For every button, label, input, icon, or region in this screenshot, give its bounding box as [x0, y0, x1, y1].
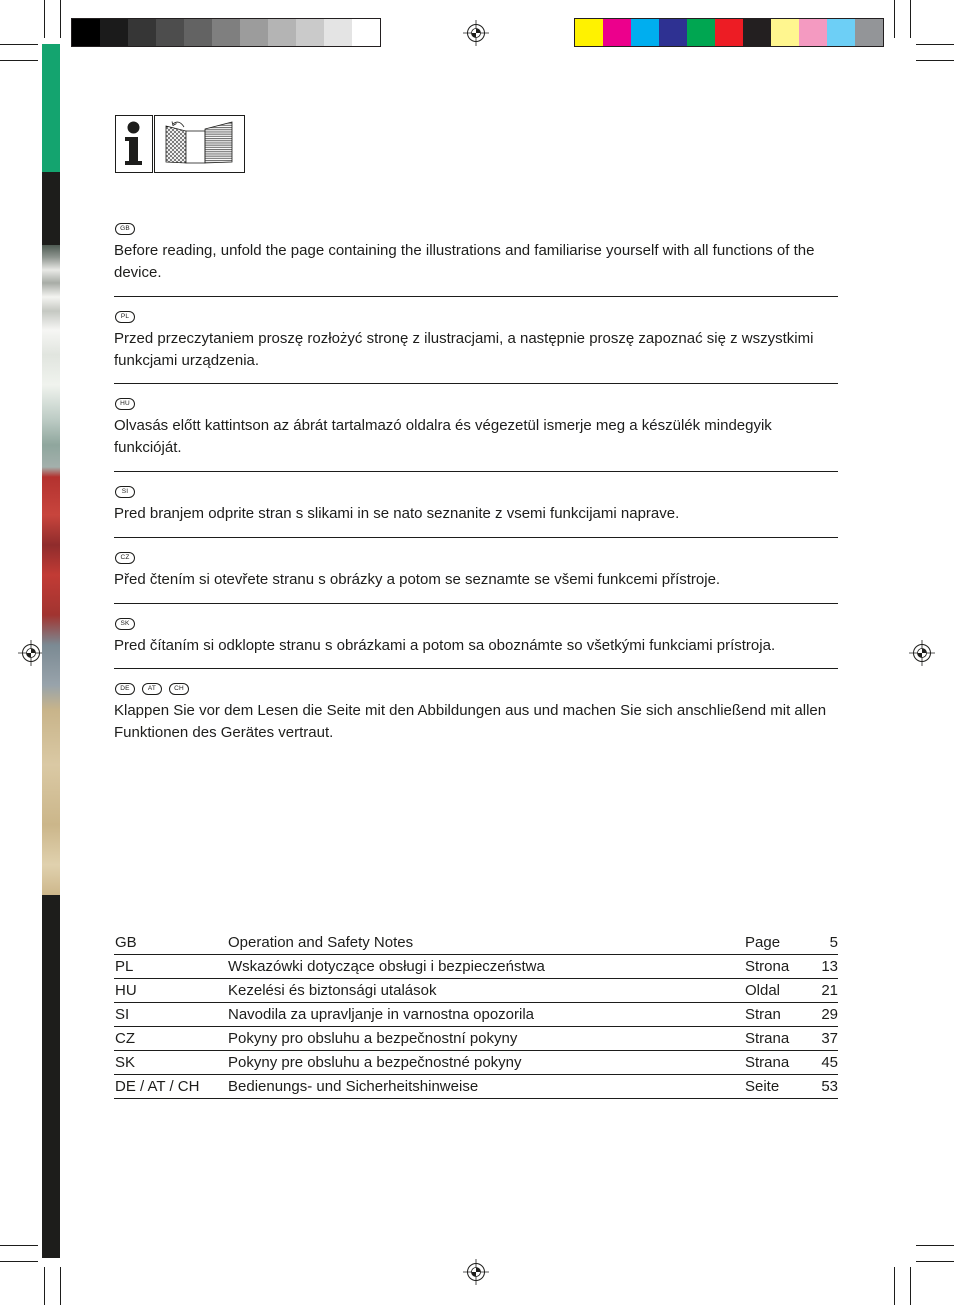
crop-mark [0, 44, 38, 45]
unfold-page-illustration [155, 116, 244, 172]
language-badge: SI [115, 486, 135, 498]
language-badge: GB [115, 223, 135, 235]
section-divider [114, 296, 838, 297]
language-badges [114, 552, 840, 564]
toc-row [114, 1003, 838, 1027]
toc-row [114, 1051, 838, 1075]
note-sk [114, 618, 840, 657]
note-text-line: funkcióját. [114, 439, 182, 456]
toc-section-title: Kezelési és biztonsági utalások [228, 982, 437, 999]
language-badges [114, 223, 840, 235]
toc-row [114, 1075, 838, 1099]
toc-page-label: Strana [745, 1054, 790, 1071]
crop-mark [910, 0, 911, 38]
grayscale-patch [128, 19, 156, 46]
note-text-line: Olvasás előtt kattintson az ábrát tartalmazó oldalra és végezetül ismerje meg a készülék mindegyik [114, 417, 772, 434]
note-text-line: funkcjami urządzenia. [114, 352, 260, 369]
toc-section-title: Bedienungs- und Sicherheitshinweise [228, 1078, 479, 1095]
process-color-control-bar [574, 18, 884, 47]
crop-mark [916, 1245, 954, 1246]
toc-page-label: Stran [745, 1006, 781, 1023]
color-patch [687, 19, 715, 46]
color-patch [631, 19, 659, 46]
registration-target-icon [463, 1259, 489, 1285]
toc-page-label: Oldal [745, 982, 781, 999]
section-divider [114, 603, 838, 604]
toc-page-label: Strona [745, 958, 790, 975]
note-text-line: Pred branjem odprite stran s slikami in se nato seznanite z vsemi funkcijami naprave. [114, 505, 680, 522]
note-text [114, 415, 840, 459]
note-text [114, 240, 840, 284]
note-text [114, 635, 840, 657]
crop-mark [894, 1267, 895, 1305]
grayscale-patch [156, 19, 184, 46]
side-strip-dark [42, 895, 60, 1258]
registration-target-icon [18, 640, 44, 666]
section-divider [114, 471, 838, 472]
note-text [114, 503, 840, 525]
color-patch [603, 19, 631, 46]
grayscale-patch [72, 19, 100, 46]
language-badge: CH [169, 683, 189, 695]
crop-mark [916, 44, 954, 45]
section-divider [114, 537, 838, 538]
note-text-line: Pred čítaním si odklopte stranu s obrázkami a potom sa oboznámte so všetkými funkciami prístroja. [114, 637, 776, 654]
registration-target-icon [909, 640, 935, 666]
crop-mark [910, 1267, 911, 1305]
crop-mark [0, 60, 38, 61]
language-badges [114, 311, 840, 323]
info-icon [115, 115, 153, 173]
note-cz [114, 552, 840, 591]
grayscale-patch [268, 19, 296, 46]
note-gb [114, 223, 840, 284]
crop-mark [0, 1245, 38, 1246]
unfold-page-icon [154, 115, 245, 173]
grayscale-patch [184, 19, 212, 46]
toc-section-title: Operation and Safety Notes [228, 934, 414, 951]
note-text-line: Klappen Sie vor dem Lesen die Seite mit den Abbildungen aus und machen Sie sich anschließend mit allen [114, 702, 827, 719]
color-patch [743, 19, 771, 46]
crop-mark [60, 0, 61, 38]
language-badges [114, 398, 840, 410]
crop-mark [916, 1261, 954, 1262]
note-text-line: device. [114, 264, 162, 281]
toc-page-label: Strana [745, 1030, 790, 1047]
toc-page-number: 37 [821, 1030, 838, 1047]
color-patch [827, 19, 855, 46]
toc-row [114, 955, 838, 979]
color-patch [575, 19, 603, 46]
crop-mark [44, 0, 45, 38]
crop-mark [894, 0, 895, 38]
language-badge: PL [115, 311, 135, 323]
section-divider [114, 668, 838, 669]
note-text [114, 700, 840, 744]
registration-target-icon [463, 20, 489, 46]
section-divider [114, 383, 838, 384]
grayscale-patch [352, 19, 380, 46]
toc-page-number: 5 [829, 934, 838, 951]
grayscale-patch [296, 19, 324, 46]
grayscale-patch [240, 19, 268, 46]
toc-section-title: Wskazówki dotyczące obsługi i bezpieczeństwa [228, 958, 545, 975]
toc-page-number: 13 [821, 958, 838, 975]
note-text-line: Przed przeczytaniem proszę rozłożyć stronę z ilustracjami, a następnie proszę zapoznać się z wszystkimi [114, 330, 814, 347]
language-badge: SK [115, 618, 135, 630]
toc-row [114, 931, 838, 955]
grayscale-control-bar [71, 18, 381, 47]
color-patch [771, 19, 799, 46]
color-patch [715, 19, 743, 46]
language-badges [114, 683, 840, 695]
side-strip-accent [42, 44, 60, 172]
toc-language-code: SK [115, 1054, 136, 1071]
toc-page-number: 53 [821, 1078, 838, 1095]
toc-page-number: 29 [821, 1006, 838, 1023]
toc-language-code: GB [115, 934, 137, 951]
crop-mark [44, 1267, 45, 1305]
grayscale-patch [324, 19, 352, 46]
note-si [114, 486, 840, 525]
toc-page-label: Seite [745, 1078, 780, 1095]
note-text [114, 328, 840, 372]
side-strip-dark [42, 172, 60, 245]
language-badge: CZ [115, 552, 135, 564]
toc-language-code: HU [115, 982, 137, 999]
language-badges [114, 618, 840, 630]
toc-section-title: Pokyny pro obsluhu a bezpečnostní pokyny [228, 1030, 518, 1047]
info-icon-glyph [116, 116, 152, 172]
grayscale-patch [100, 19, 128, 46]
toc-row [114, 1027, 838, 1051]
crop-mark [916, 60, 954, 61]
crop-mark [60, 1267, 61, 1305]
language-badge: AT [142, 683, 162, 695]
toc-language-code: DE / AT / CH [115, 1078, 200, 1095]
side-strip-photo [42, 245, 60, 895]
toc-page-number: 45 [821, 1054, 838, 1071]
color-patch [855, 19, 883, 46]
grayscale-patch [212, 19, 240, 46]
language-badges [114, 486, 840, 498]
toc-section-title: Pokyny pre obsluhu a bezpečnostné pokyny [228, 1054, 522, 1071]
language-badge: HU [115, 398, 135, 410]
toc-page-number: 21 [821, 982, 838, 999]
toc-language-code: CZ [115, 1030, 135, 1047]
toc-language-code: PL [115, 958, 134, 975]
crop-mark [0, 1261, 38, 1262]
note-text-line: Before reading, unfold the page containing the illustrations and familiarise yourself with all functions of the [114, 242, 815, 259]
toc-language-code: SI [115, 1006, 130, 1023]
toc-row [114, 979, 838, 1003]
note-text [114, 569, 840, 591]
note-hu [114, 398, 840, 459]
note-de-at-ch [114, 683, 840, 744]
language-badge: DE [115, 683, 135, 695]
toc-section-title: Navodila za upravljanje in varnostna opozorila [228, 1006, 535, 1023]
note-pl [114, 311, 840, 372]
note-text-line: Funktionen des Gerätes vertraut. [114, 724, 334, 741]
toc-page-label: Page [745, 934, 781, 951]
color-patch [799, 19, 827, 46]
note-text-line: Před čtením si otevřete stranu s obrázky a potom se seznamte se všemi funkcemi přístroje. [114, 571, 721, 588]
color-patch [659, 19, 687, 46]
